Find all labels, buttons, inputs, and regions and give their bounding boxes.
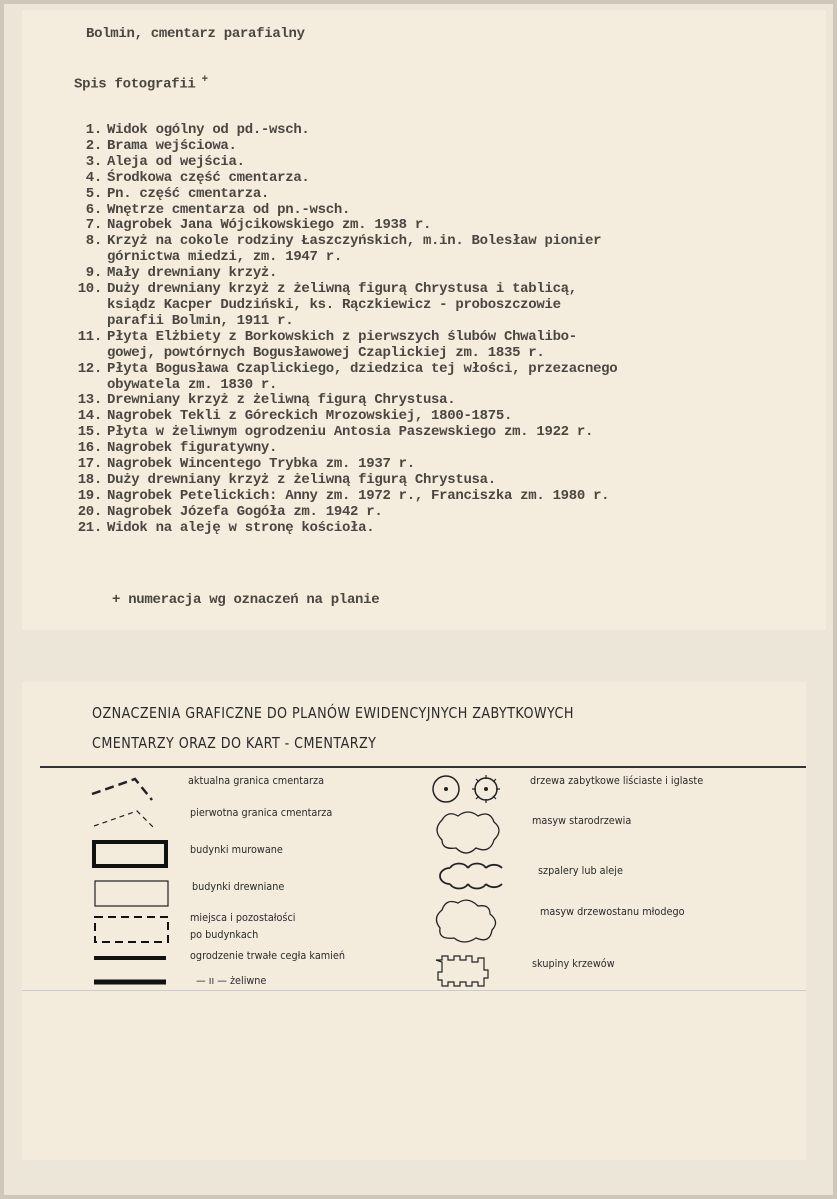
iron-fence-icon <box>94 978 174 986</box>
photo-list-item <box>62 203 802 219</box>
old-forest-icon <box>432 810 512 856</box>
photo-list-item <box>62 266 802 282</box>
photo-list-item <box>62 505 802 521</box>
item-number: 2. <box>85 137 102 154</box>
divider <box>40 766 806 768</box>
item-number: 18. <box>77 471 102 488</box>
legend-label: miejsca i pozostałości <box>190 911 296 924</box>
item-number: 3. <box>85 153 102 170</box>
item-description: Brama wejściowa. <box>107 137 237 154</box>
item-description: Nagrobek figuratywny. <box>107 440 278 457</box>
item-description: Pn. część cmentarza. <box>107 185 270 202</box>
footnote: + numeracja wg oznaczeń na planie <box>112 592 380 608</box>
item-description: Krzyż na cokole rodziny Łaszczyńskich, m.in. Bolesław pionier górnictwa miedzi, zm. 1947 r. <box>107 233 602 266</box>
item-description: Widok na aleję w stronę kościoła. <box>107 519 375 536</box>
legend-label: ogrodzenie trwałe cegła kamień <box>190 949 345 962</box>
original-boundary-icon <box>92 806 172 836</box>
photo-list-item <box>62 441 802 457</box>
brick-building-icon <box>92 840 172 870</box>
legend-label: pierwotna granica cmentarza <box>190 806 333 819</box>
item-number: 6. <box>85 201 102 218</box>
legend-card <box>22 682 806 1160</box>
item-number: 10. <box>77 281 102 298</box>
legend-label: masyw starodrzewia <box>532 814 632 827</box>
photo-list-item <box>62 409 802 425</box>
item-description: Płyta Elżbiety z Borkowskich z pierwszych ślubów Chwalibo- gowej, powtórnych Bogusławowej Czaplickiej zm. 1835 r. <box>107 328 577 361</box>
item-description: Nagrobek Wincentego Trybka zm. 1937 r. <box>107 456 415 473</box>
legend-label: budynki murowane <box>190 843 283 856</box>
legend-label: budynki drewniane <box>192 880 285 893</box>
photo-list <box>62 123 802 537</box>
item-number: 15. <box>77 424 102 441</box>
item-description: Duży drewniany krzyż z żeliwną figurą Chrystusa. <box>107 471 496 488</box>
item-description: Nagrobek Józefa Gogóła zm. 1942 r. <box>107 503 383 520</box>
photo-list-item <box>62 362 802 394</box>
item-description: Płyta Bogusława Czaplickiego, dziedzica tej włości, przezacnego obywatela zm. 1830 r. <box>107 360 618 393</box>
photo-list-item <box>62 330 802 362</box>
tree-symbols-icon <box>432 772 512 808</box>
item-description: Środkowa część cmentarza. <box>107 169 310 186</box>
photo-list-item <box>62 123 802 139</box>
item-description: Duży drewniany krzyż z żeliwną figurą Chrystusa i tablicą, ksiądz Kacper Dudziński, ks. Rączkiewicz - proboszczowie parafii Bolmin, 1911 r. <box>107 281 577 329</box>
shrubs-icon <box>434 954 514 988</box>
legend-label: drzewa zabytkowe liściaste i iglaste <box>530 774 704 787</box>
legend-heading-2: CMENTARZY ORAZ DO KART - CMENTARZY <box>92 734 377 752</box>
item-description: Aleja od wejścia. <box>107 153 245 170</box>
young-forest-icon <box>432 898 512 946</box>
item-number: 4. <box>85 169 102 186</box>
item-number: 5. <box>85 185 102 202</box>
photo-list-item <box>62 473 802 489</box>
photo-list-item <box>62 218 802 234</box>
legend-label: masyw drzewostanu młodego <box>540 905 685 918</box>
item-number: 16. <box>77 440 102 457</box>
item-description: Wnętrze cmentarza od pn.-wsch. <box>107 201 351 218</box>
item-number: 20. <box>77 503 102 520</box>
item-number: 14. <box>77 408 102 425</box>
photo-list-item <box>62 155 802 171</box>
footnote-mark: + <box>201 74 208 86</box>
item-number: 19. <box>77 487 102 504</box>
photo-list-item <box>62 425 802 441</box>
photo-list-card <box>22 10 826 630</box>
photo-list-item <box>62 393 802 409</box>
photo-list-item <box>62 139 802 155</box>
section-heading-text: Spis fotografii <box>74 76 196 93</box>
legend-label: po budynkach <box>190 928 259 941</box>
item-number: 8. <box>85 233 102 250</box>
item-description: Nagrobek Tekli z Góreckich Mrozowskiej, 1800-1875. <box>107 408 513 425</box>
legend-sheet <box>22 682 806 991</box>
item-number: 1. <box>85 122 102 138</box>
document-title: Bolmin, cmentarz parafialny <box>86 26 305 42</box>
legend-label: skupiny krzewów <box>532 957 615 970</box>
section-heading <box>74 74 208 93</box>
item-description: Mały drewniany krzyż. <box>107 265 278 282</box>
current-boundary-icon <box>90 774 170 804</box>
photo-list-item <box>62 187 802 203</box>
item-number: 21. <box>77 519 102 536</box>
item-number: 17. <box>77 456 102 473</box>
former-building-icon <box>94 916 174 946</box>
legend-label: — ıı — żeliwne <box>196 974 267 987</box>
permanent-fence-icon <box>94 954 174 962</box>
item-description: Drewniany krzyż z żeliwną figurą Chrystusa. <box>107 392 456 409</box>
item-number: 12. <box>77 360 102 377</box>
photo-list-item <box>62 171 802 187</box>
item-description: Płyta w żeliwnym ogrodzeniu Antosia Paszewskiego zm. 1922 r. <box>107 424 594 441</box>
item-number: 11. <box>77 328 102 345</box>
legend-heading-1: OZNACZENIA GRAFICZNE DO PLANÓW EWIDENCYJNYCH ZABYTKOWYCH <box>92 704 574 722</box>
item-number: 7. <box>85 217 102 234</box>
wooden-building-icon <box>94 880 174 910</box>
item-number: 13. <box>77 392 102 409</box>
photo-list-item <box>62 282 802 330</box>
item-description: Widok ogólny od pd.-wsch. <box>107 122 310 138</box>
avenue-icon <box>432 864 512 888</box>
item-number: 9. <box>85 265 102 282</box>
item-description: Nagrobek Jana Wójcikowskiego zm. 1938 r. <box>107 217 432 234</box>
photo-list-item <box>62 489 802 505</box>
legend-label: szpalery lub aleje <box>538 864 623 877</box>
photo-list-item <box>62 457 802 473</box>
photo-list-item <box>62 234 802 266</box>
photo-list-item <box>62 521 802 537</box>
item-description: Nagrobek Petelickich: Anny zm. 1972 r., Franciszka zm. 1980 r. <box>107 487 610 504</box>
legend-label: aktualna granica cmentarza <box>188 774 325 787</box>
